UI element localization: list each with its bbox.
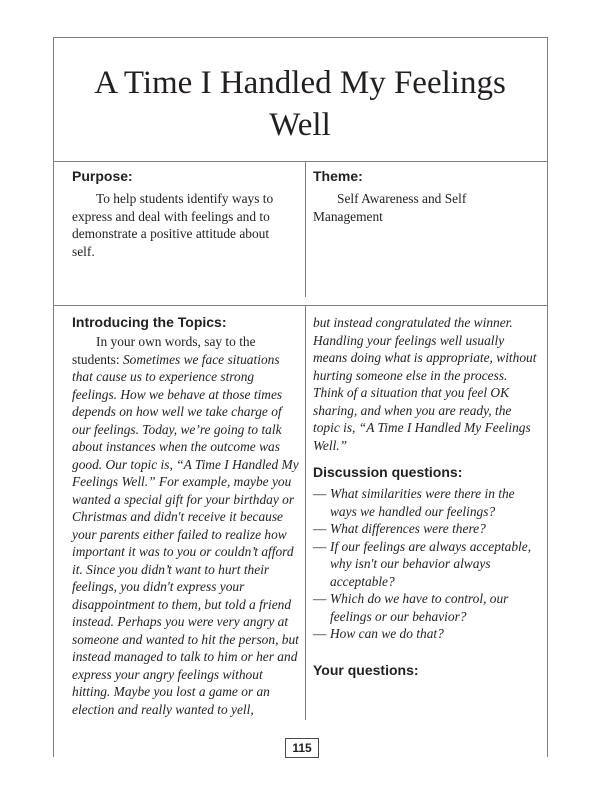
purpose-heading: Purpose:	[72, 168, 133, 184]
discussion-question	[313, 590, 543, 625]
divider-vertical-top	[305, 161, 306, 297]
discussion-question	[313, 485, 543, 520]
dash-marker: —	[313, 591, 327, 606]
intro-paragraph	[72, 333, 300, 718]
discussion-question-list	[313, 485, 543, 643]
divider-vertical-bottom	[305, 305, 306, 720]
dash-marker: —	[313, 521, 327, 536]
dash-marker: —	[313, 538, 327, 554]
theme-heading: Theme:	[313, 168, 363, 184]
intro-script-right: but instead congratulated the winner. Handling your feelings well usually means doing what is appropriate, without hurting someone else in the process. Think of a situation that you feel OK sharing, and when you are ready, the topic is, “A Time I Handled My Feelings Well.”	[313, 315, 537, 453]
dash-marker: —	[313, 486, 327, 501]
divider-top	[53, 161, 548, 162]
intro-heading: Introducing the Topics:	[72, 314, 227, 330]
discussion-question-text: Which do we have to control, our feelings or our behavior?	[330, 591, 509, 624]
discussion-question	[313, 520, 543, 538]
discussion-question-text: What differences were there?	[330, 521, 486, 536]
theme-text-block	[313, 190, 513, 225]
discussion-question	[313, 538, 543, 591]
intro-left-column	[72, 333, 300, 718]
dash-marker: —	[313, 626, 327, 641]
divider-middle	[53, 305, 548, 306]
discussion-question-text: If our feelings are always acceptable, why isn't our behavior always acceptable?	[330, 538, 532, 589]
intro-lead: In your own words, say to the students:	[72, 334, 256, 367]
page-title: A Time I Handled My Feelings Well	[94, 65, 506, 143]
intro-script-left: Sometimes we face situations that cause us to experience strong feelings. How we behave at those times depends on how well we take charge of our feelings. Today, we’re going to talk about instances when the outcome was good. Our topic is, “A Time I Handled My Feelings Well.” For example, maybe you wanted a special gift for your birthday or Christmas and didn't receive it because your parents either failed to realize how important it was to you or couldn’t afford it. Since you didn’t want to hurt their feelings, you didn't express your disappointment to them, but told a friend instead. Perhaps you were very angry at someone and wanted to hit the person, but instead managed to talk to him or her and express your angry feelings without hitting. Maybe you lost a game or an election and really wanted to yell,	[72, 351, 299, 717]
discussion-question	[313, 625, 543, 643]
theme-text: Self Awareness and Self Management	[313, 191, 467, 224]
discussion-list-block	[313, 485, 543, 643]
purpose-text: To help students identify ways to express and deal with feelings and to demonstrate a positive attitude about self.	[72, 191, 274, 259]
purpose-text-block	[72, 190, 294, 260]
page-number: 115	[285, 738, 319, 758]
your-questions-heading: Your questions:	[313, 662, 419, 678]
discussion-question-text: What similarities were there in the ways we handled our feelings?	[330, 486, 515, 519]
discussion-question-text: How can we do that?	[330, 626, 444, 641]
intro-right-column	[313, 314, 541, 454]
discussion-heading: Discussion questions:	[313, 464, 463, 480]
